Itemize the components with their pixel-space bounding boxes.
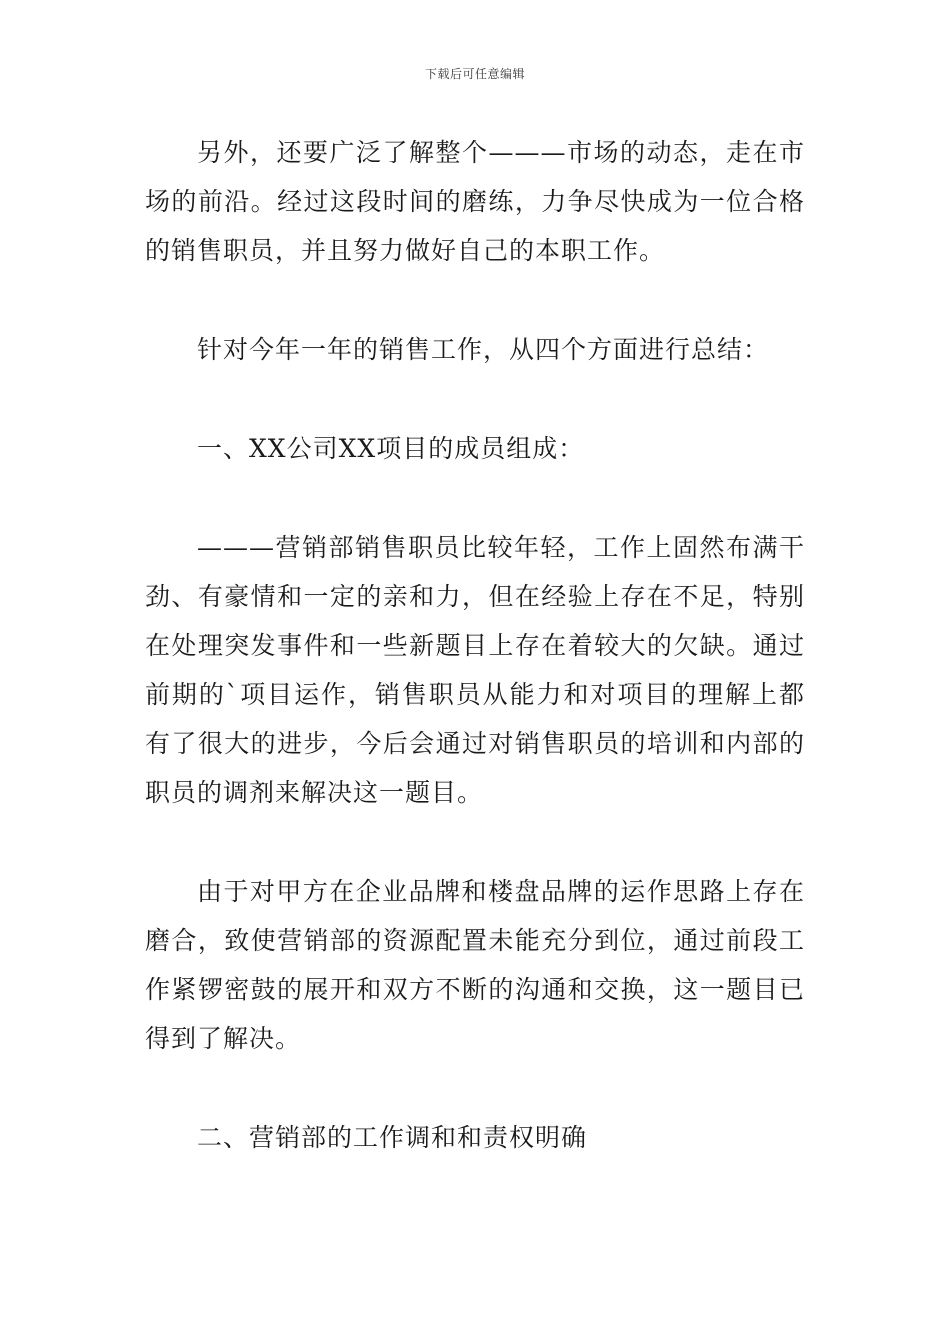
paragraph: 由于对甲方在企业品牌和楼盘品牌的运作思路上存在磨合，致使营销部的资源配置未能充分到位，通过前段工作紧锣密鼓的展开和双方不断的沟通和交换，这一题目已得到了解决。 [145, 877, 805, 1053]
paragraph: 另外，还要广泛了解整个———市场的动态，走在市场的前沿。经过这段时间的磨练，力争尽快成为一位合格的销售职员，并且努力做好自己的本职工作。 [145, 138, 805, 265]
paragraph: ———营销部销售职员比较年轻，工作上固然布满干劲、有豪情和一定的亲和力，但在经验上存在不足，特别在处理突发事件和一些新题目上存在着较大的欠缺。通过前期的`项目运作，销售职员从能力和对项目的理解上都有了很大的进步，今后会通过对销售职员的培训和内部的职员的调剂来解决这一题目。 [145, 533, 805, 807]
section-heading: 一、XX公司XX项目的成员组成： [197, 434, 585, 463]
document-body [145, 128, 805, 1212]
paragraph: 针对今年一年的销售工作，从四个方面进行总结： [197, 335, 770, 364]
page-header: 下载后可任意编辑 [424, 67, 525, 81]
section-heading: 二、营销部的工作调和和责权明确 [197, 1123, 588, 1152]
